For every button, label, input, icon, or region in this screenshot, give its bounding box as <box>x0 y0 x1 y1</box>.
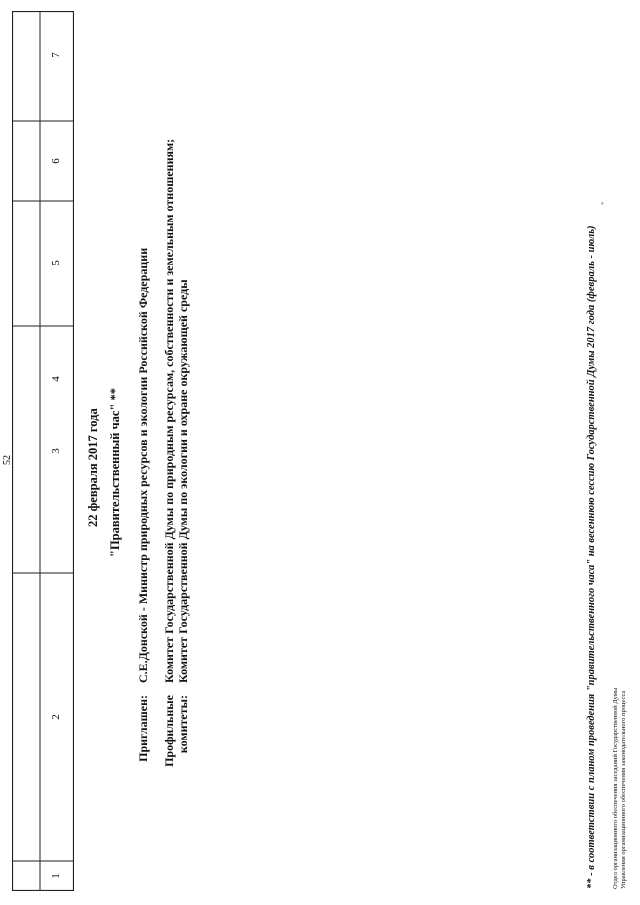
profile-committees-list <box>162 139 190 683</box>
department-line1: Отдел организационного обеспечения заседаний Государственной Думы <box>612 687 619 889</box>
department-line2: Управления организационного обеспечения законодательного процесса <box>620 690 627 889</box>
column-number-6: 6 <box>50 158 62 164</box>
page-number: 52 <box>2 455 13 465</box>
invited-text: С.Е.Донской - Министр природных ресурсов и экологии Российской Федерации <box>136 247 150 683</box>
column-number-2: 2 <box>50 714 62 720</box>
column-number-5: 5 <box>50 260 62 266</box>
invited-label: Приглашен: <box>136 695 150 762</box>
column-number-4: 4 <box>50 376 62 382</box>
profile-label-line1: Профильные <box>162 695 176 767</box>
committee-line: Комитет Государственной Думы по экологии и охране окружающей среды <box>176 279 190 683</box>
table-grid <box>12 11 74 891</box>
profile-label-line2: комитеты: <box>176 695 190 754</box>
stray-mark: * <box>600 201 608 205</box>
column-number-1: 1 <box>50 873 62 879</box>
table-header-strip <box>12 11 74 891</box>
profile-committees-label <box>162 695 190 785</box>
department-signature <box>612 688 628 889</box>
session-type: "Правительственный час" ** <box>108 387 122 557</box>
session-date: 22 февраля 2017 года <box>86 408 100 527</box>
footnote: ** - в соответствии с планом проведения "правительственного часа" на весеннюю сессию Государственной Думы 2017 года (февраль - июль) <box>586 225 597 889</box>
committee-line: Комитет Государственной Думы по природным ресурсам, собственности и земельным отношениям; <box>162 138 176 683</box>
column-number-7: 7 <box>50 52 62 58</box>
column-number-3: 3 <box>50 448 62 454</box>
